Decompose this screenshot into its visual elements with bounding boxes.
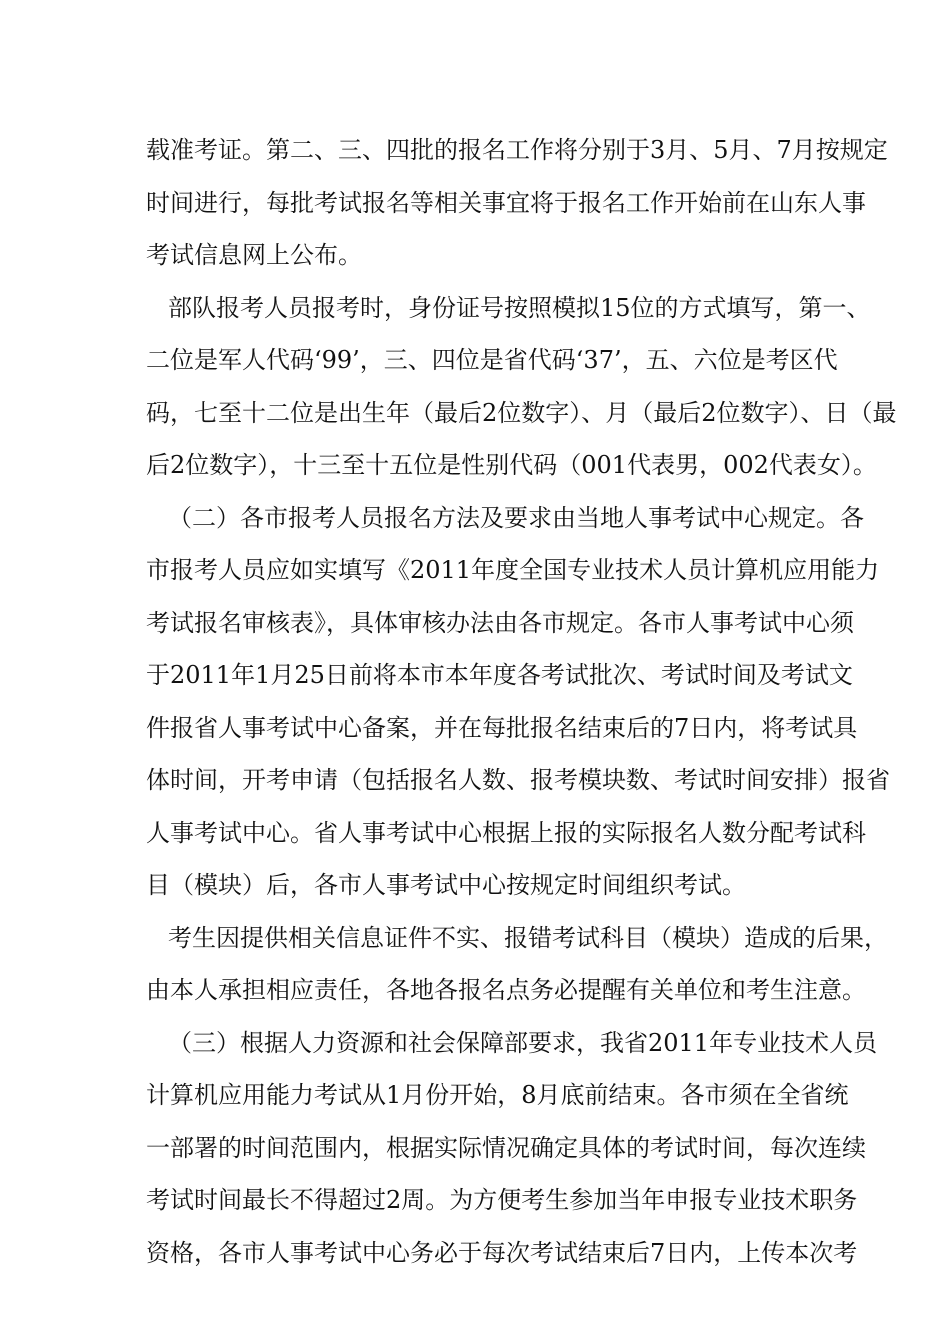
text-line-16: 考生因提供相关信息证件不实、报错考试科目（模块）造成的后果， [168,923,888,952]
text-line-1: 载准考证。第二、三、四批的报名工作将分别于3月、5月、7月按规定 [146,136,888,164]
text-line-5: 二位是军人代码‘99’，三、四位是省代码‘37’，五、六位是考区代 [146,346,838,374]
text-line-15: 目（模块）后，各市人事考试中心按规定时间组织考试。 [146,871,746,899]
text-line-2: 时间进行，每批考试报名等相关事宜将于报名工作开始前在山东人事 [146,188,866,217]
text-line-12: 件报省人事考试中心备案，并在每批报名结束后的7日内，将考试具 [146,713,858,742]
text-line-10: 考试报名审核表》，具体审核办法由各市规定。各市人事考试中心须 [146,608,854,637]
text-line-18: （三）根据人力资源和社会保障部要求，我省2011年专业技术人员 [168,1028,878,1057]
text-line-20: 一部署的时间范围内，根据实际情况确定具体的考试时间，每次连续 [146,1133,866,1162]
text-line-3: 考试信息网上公布。 [146,241,362,269]
text-line-22: 资格，各市人事考试中心务必于每次考试结束后7日内，上传本次考 [146,1238,858,1267]
text-line-6: 码，七至十二位是出生年（最后2位数字）、月（最后2位数字）、日（最 [146,398,897,427]
text-line-7: 后2位数字），十三至十五位是性别代码（001代表男，002代表女）。 [146,451,877,479]
text-line-11: 于2011年1月25日前将本市本年度各考试批次、考试时间及考试文 [146,661,853,689]
text-line-13: 体时间，开考申请（包括报名人数、报考模块数、考试时间安排）报省 [146,766,890,794]
text-line-17: 由本人承担相应责任，各地各报名点务必提醒有关单位和考生注意。 [146,976,866,1004]
text-line-21: 考试时间最长不得超过2周。为方便考生参加当年申报专业技术职务 [146,1186,858,1214]
document-page [146,124,897,1279]
text-line-19: 计算机应用能力考试从1月份开始，8月底前结束。各市须在全省统 [146,1081,849,1109]
text-line-4: 部队报考人员报考时，身份证号按照模拟15位的方式填写，第一、 [168,293,871,322]
text-line-8: （二）各市报考人员报名方法及要求由当地人事考试中心规定。各 [168,503,864,532]
text-line-14: 人事考试中心。省人事考试中心根据上报的实际报名人数分配考试科 [146,818,866,847]
text-line-9: 市报考人员应如实填写《2011年度全国专业技术人员计算机应用能力 [146,556,880,584]
